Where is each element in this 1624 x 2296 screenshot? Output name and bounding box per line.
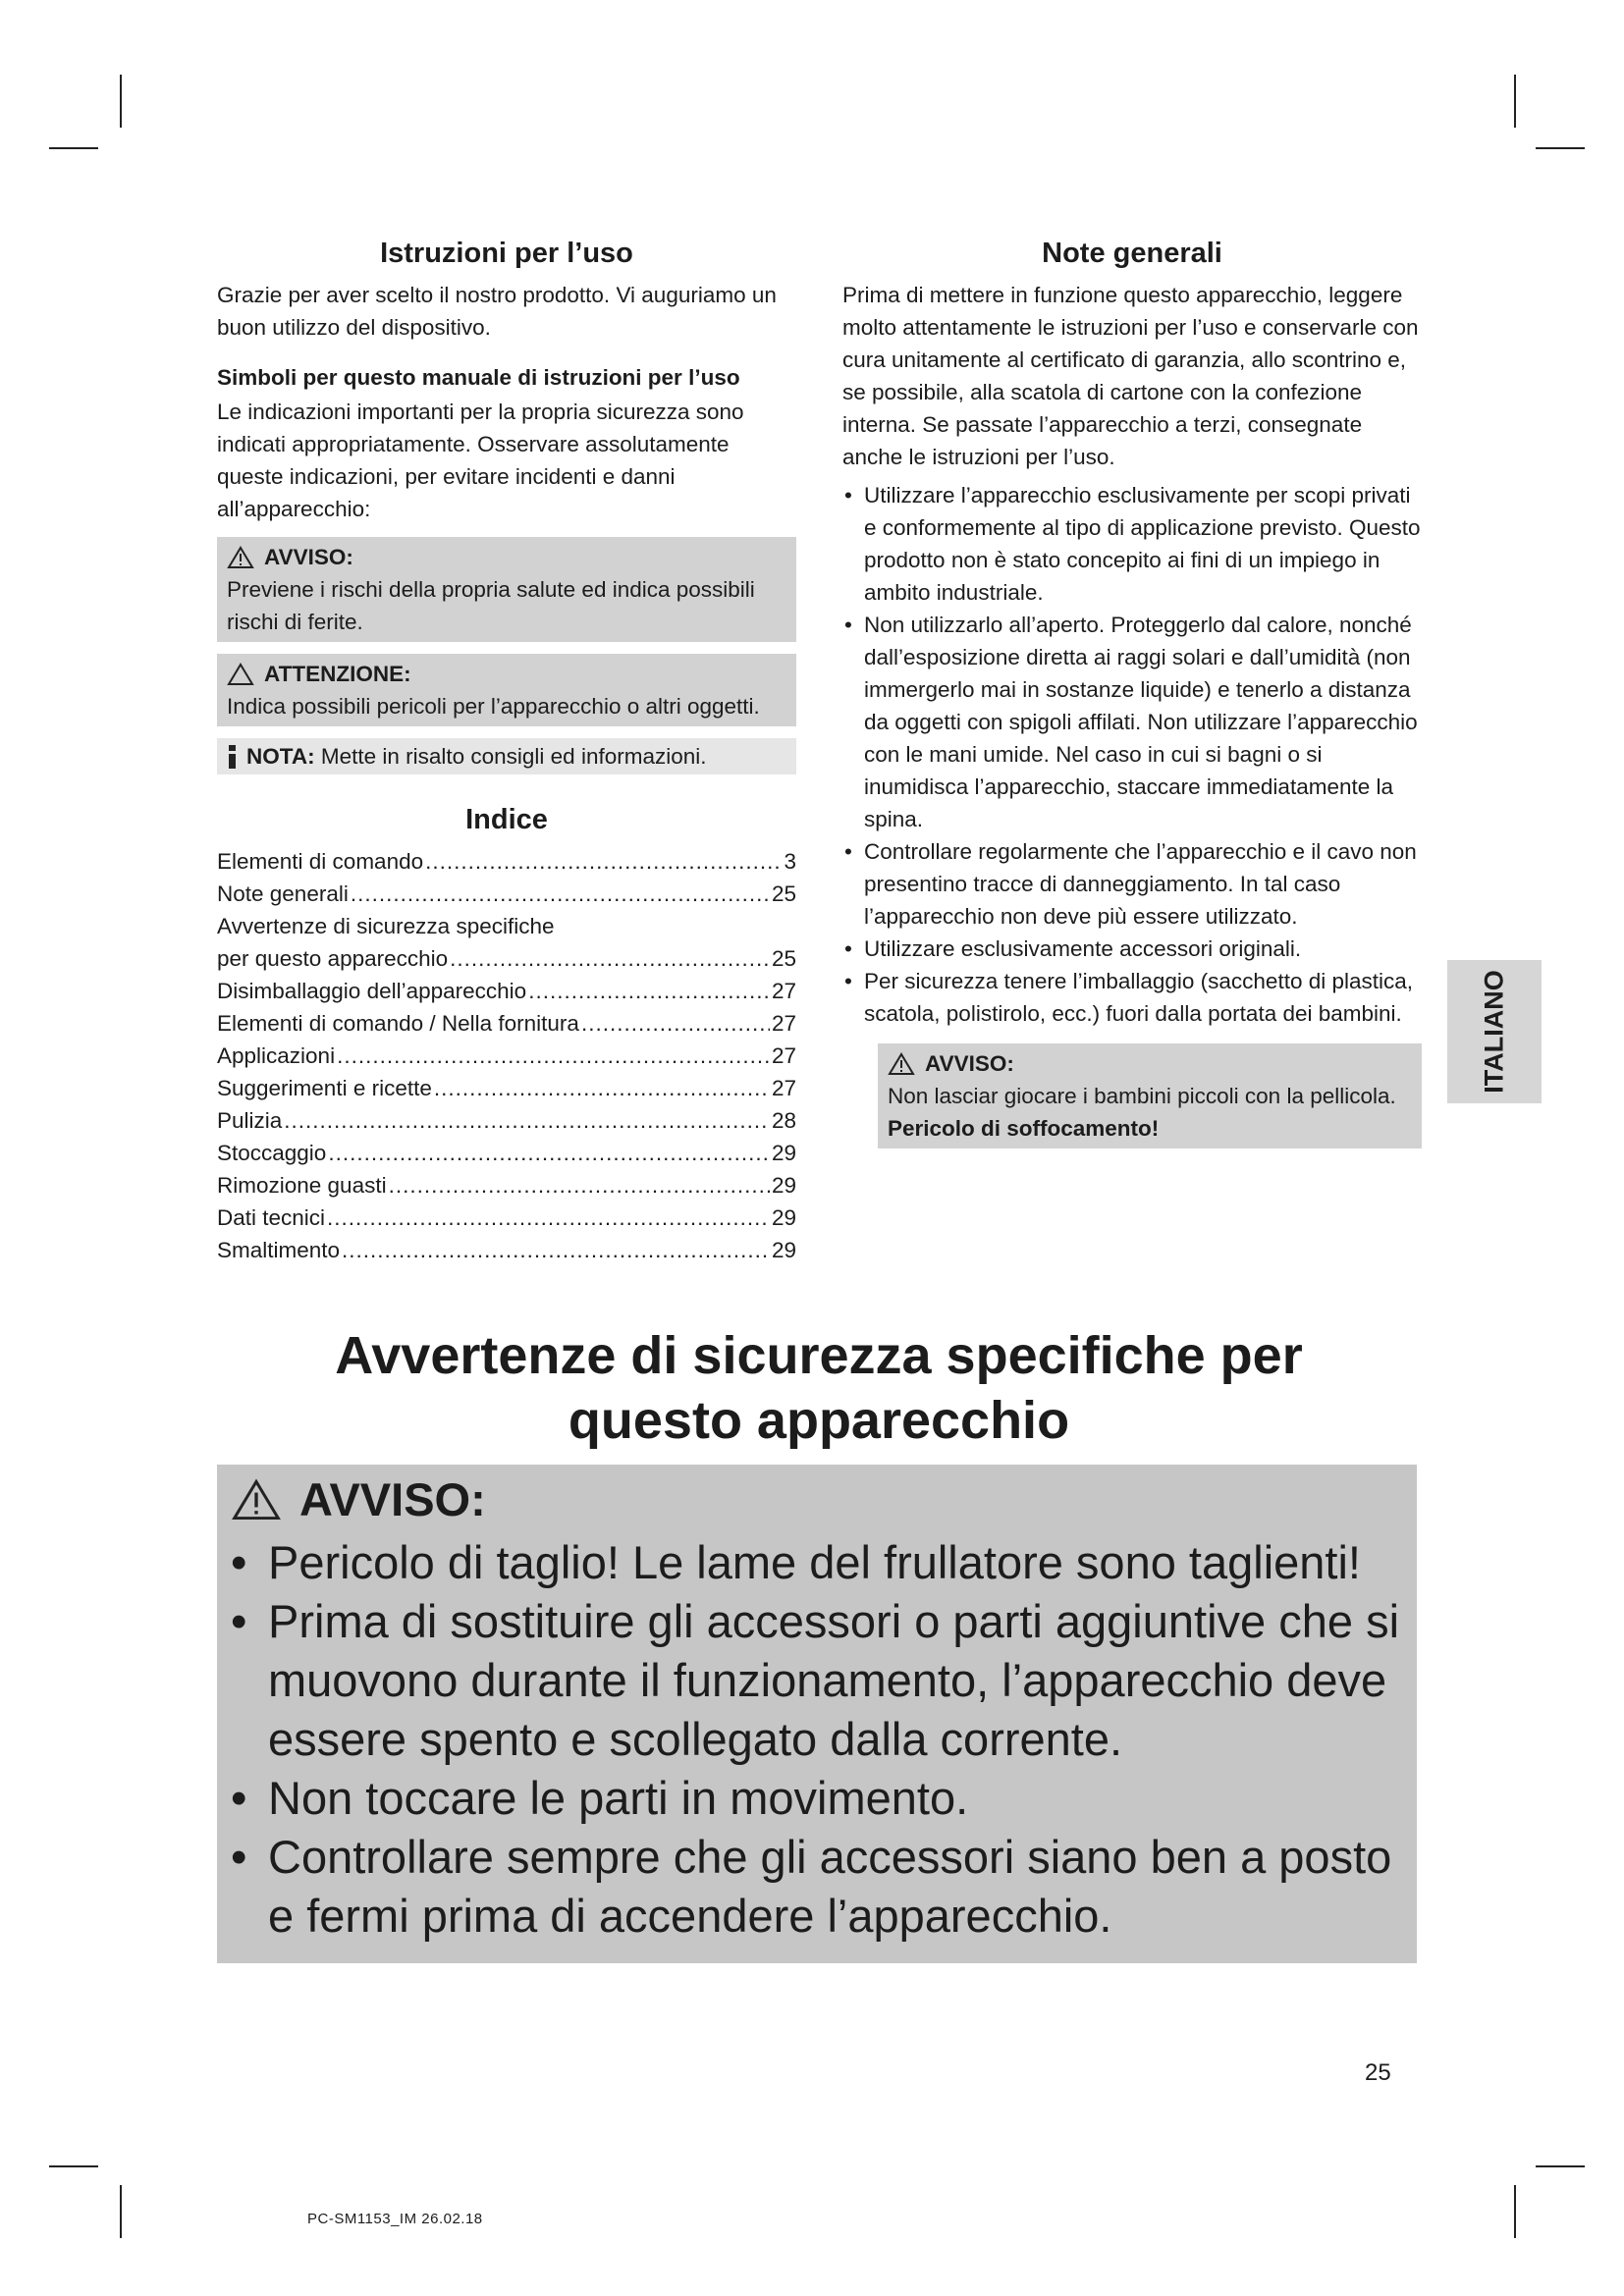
info-icon (227, 745, 237, 769)
index-title: Indice (465, 804, 548, 835)
general-note-item: • Utilizzare esclusivamente accessori originali. (842, 933, 1422, 965)
crop-mark (49, 147, 98, 149)
safety-warning-list (217, 1533, 1417, 1946)
general-note-item: • Utilizzare l’apparecchio esclusivamente per scopi privati e conformemente al tipo di applicazione previsto. Questo prodotto non è stato concepito ai fini di un impiego in ambito industriale. (842, 479, 1422, 609)
toc-title: Applicazioni (217, 1043, 336, 1068)
safety-title-line1: Avvertenze di sicurezza specifiche per (335, 1326, 1303, 1385)
toc-page: 27 (771, 1076, 796, 1100)
general-note-item: • Non utilizzarlo all’aperto. Proteggerlo dal calore, nonché dall’esposizione diretta ai raggi solari e dall’umidità (non immergerlo mai in sostanze liquide) e tenerlo a distanza da oggetti con spigoli affilati. Non utilizzare l’apparecchio con le mani umide. Nel caso in cui si bagni o si inumidisca l’apparecchio, staccare immediatamente la spina. (842, 609, 1422, 835)
toc-entry (217, 1072, 796, 1104)
toc-title: Pulizia (217, 1108, 283, 1133)
toc-title: Disimballaggio dell’apparecchio (217, 979, 527, 1003)
language-tab-label: ITALIANO (1479, 970, 1509, 1094)
toc-page: 27 (771, 1043, 796, 1068)
avviso-box (217, 537, 796, 642)
toc-entry (217, 1137, 796, 1169)
film-warning-text: Non lasciar giocare i bambini piccoli con la pellicola. (888, 1084, 1396, 1108)
toc-leader (342, 1234, 770, 1266)
crop-mark (120, 2185, 122, 2238)
toc-page: 25 (771, 881, 796, 906)
toc-page: 3 (784, 849, 796, 874)
toc-entry (217, 878, 796, 910)
toc-leader (327, 1201, 770, 1234)
toc-leader (434, 1072, 770, 1104)
film-warning-bold: Pericolo di soffocamento! (888, 1116, 1160, 1141)
crop-mark (1514, 2185, 1516, 2238)
toc-entry (217, 1169, 796, 1201)
toc-leader (450, 942, 770, 975)
avviso-text: Previene i rischi della propria salute ed indica possibili rischi di ferite. (227, 577, 755, 634)
right-column (842, 234, 1422, 1148)
toc-title: per questo apparecchio (217, 946, 449, 971)
toc-leader (284, 1104, 770, 1137)
toc-entry (217, 975, 796, 1007)
attenzione-label: ATTENZIONE: (264, 662, 411, 686)
toc-title: Rimozione guasti (217, 1173, 387, 1198)
caution-icon (227, 663, 254, 686)
intro-text: Grazie per aver scelto il nostro prodotto. Vi auguriamo un buon utilizzo del dispositivo. (217, 283, 777, 340)
toc-title: Dati tecnici (217, 1205, 326, 1230)
toc-title: Avvertenze di sicurezza specifiche (217, 914, 555, 938)
toc-leader (528, 975, 770, 1007)
toc-page: 29 (771, 1141, 796, 1165)
page-number: 25 (1365, 2059, 1391, 2086)
film-warning-label: AVVISO: (925, 1051, 1014, 1076)
toc-title: Elementi di comando / Nella fornitura (217, 1011, 579, 1036)
nota-box (217, 738, 796, 774)
toc-page: 28 (771, 1108, 796, 1133)
safety-title-line2: questo apparecchio (568, 1391, 1070, 1450)
toc-page: 25 (771, 946, 796, 971)
safety-warning-box (217, 1465, 1417, 1963)
general-notes-list (842, 479, 1422, 1030)
toc-title: Elementi di comando (217, 849, 424, 874)
attenzione-box (217, 654, 796, 726)
symbols-text: Le indicazioni importanti per la propria sicurezza sono indicati appropriatamente. Osservare assolutamente queste indicazioni, per evitare incidenti e danni all’apparecchio: (217, 400, 744, 521)
instructions-title: Istruzioni per l’uso (380, 238, 633, 269)
toc-entry (217, 845, 796, 878)
footer-code: PC-SM1153_IM 26.02.18 (307, 2211, 483, 2227)
avviso-header (227, 541, 788, 573)
toc-entry (217, 1007, 796, 1040)
toc-leader (337, 1040, 770, 1072)
safety-warning-item: • Prima di sostituire gli accessori o parti aggiuntive che si muovono durante il funzionamento, l’apparecchio deve essere spento e scollegato dalla corrente. (217, 1592, 1417, 1769)
general-notes-title: Note generali (1042, 238, 1222, 269)
toc-leader (351, 878, 770, 910)
toc-title: Stoccaggio (217, 1141, 327, 1165)
crop-mark (1536, 2165, 1585, 2167)
general-note-item: • Controllare regolarmente che l’apparecchio e il cavo non presentino tracce di danneggiamento. In tal caso l’apparecchio non deve più essere utilizzato. (842, 835, 1422, 933)
toc-page: 27 (771, 979, 796, 1003)
crop-mark (1514, 75, 1516, 128)
safety-warning-header (217, 1470, 1417, 1529)
attenzione-header (227, 658, 788, 690)
toc-title: Smaltimento (217, 1238, 341, 1262)
toc-leader (581, 1007, 770, 1040)
toc-leader (425, 845, 782, 878)
toc-entry (217, 942, 796, 975)
safety-warning-label: AVVISO: (299, 1473, 486, 1525)
crop-mark (1536, 147, 1585, 149)
toc-title: Suggerimenti e ricette (217, 1076, 432, 1100)
avviso-label: AVVISO: (264, 545, 353, 569)
film-warning-header (888, 1047, 1414, 1080)
nota-label: NOTA: (246, 744, 315, 769)
table-of-contents (217, 845, 796, 1266)
toc-page: 29 (771, 1173, 796, 1198)
toc-entry (217, 910, 796, 942)
general-notes-intro: Prima di mettere in funzione questo apparecchio, leggere molto attentamente le istruzioni per l’uso e conservarle con cura unitamente al certificato di garanzia, allo scontrino e, se possibile, alla scatola di cartone con la confezione interna. Se passate l’apparecchio a terzi, consegnate anche le istruzioni per l’uso. (842, 283, 1419, 469)
safety-warning-item: • Controllare sempre che gli accessori siano ben a posto e fermi prima di accendere l’apparecchio. (217, 1828, 1417, 1946)
toc-entry (217, 1234, 796, 1266)
toc-page: 29 (771, 1205, 796, 1230)
toc-leader (389, 1169, 770, 1201)
warning-icon (227, 546, 254, 569)
language-tab (1447, 960, 1542, 1103)
warning-icon (888, 1052, 915, 1076)
crop-mark (120, 75, 122, 128)
film-warning-box (878, 1043, 1422, 1148)
left-column (217, 234, 796, 1266)
safety-title (217, 1323, 1421, 1453)
general-note-item: • Per sicurezza tenere l’imballaggio (sacchetto di plastica, scatola, polistirolo, ecc.) fuori dalla portata dei bambini. (842, 965, 1422, 1030)
safety-warning-item: • Non toccare le parti in movimento. (217, 1769, 1417, 1828)
warning-icon (231, 1477, 282, 1522)
attenzione-text: Indica possibili pericoli per l’apparecchio o altri oggetti. (227, 694, 760, 719)
toc-entry (217, 1104, 796, 1137)
nota-text: Mette in risalto consigli ed informazioni. (314, 744, 707, 769)
toc-leader (328, 1137, 770, 1169)
toc-entry (217, 1040, 796, 1072)
toc-page: 27 (771, 1011, 796, 1036)
toc-page: 29 (771, 1238, 796, 1262)
nota-content (246, 740, 707, 773)
crop-mark (49, 2165, 98, 2167)
safety-warning-item: • Pericolo di taglio! Le lame del frullatore sono taglienti! (217, 1533, 1417, 1592)
toc-entry (217, 1201, 796, 1234)
toc-title: Note generali (217, 881, 349, 906)
symbols-heading: Simboli per questo manuale di istruzioni per l’uso (217, 365, 740, 390)
